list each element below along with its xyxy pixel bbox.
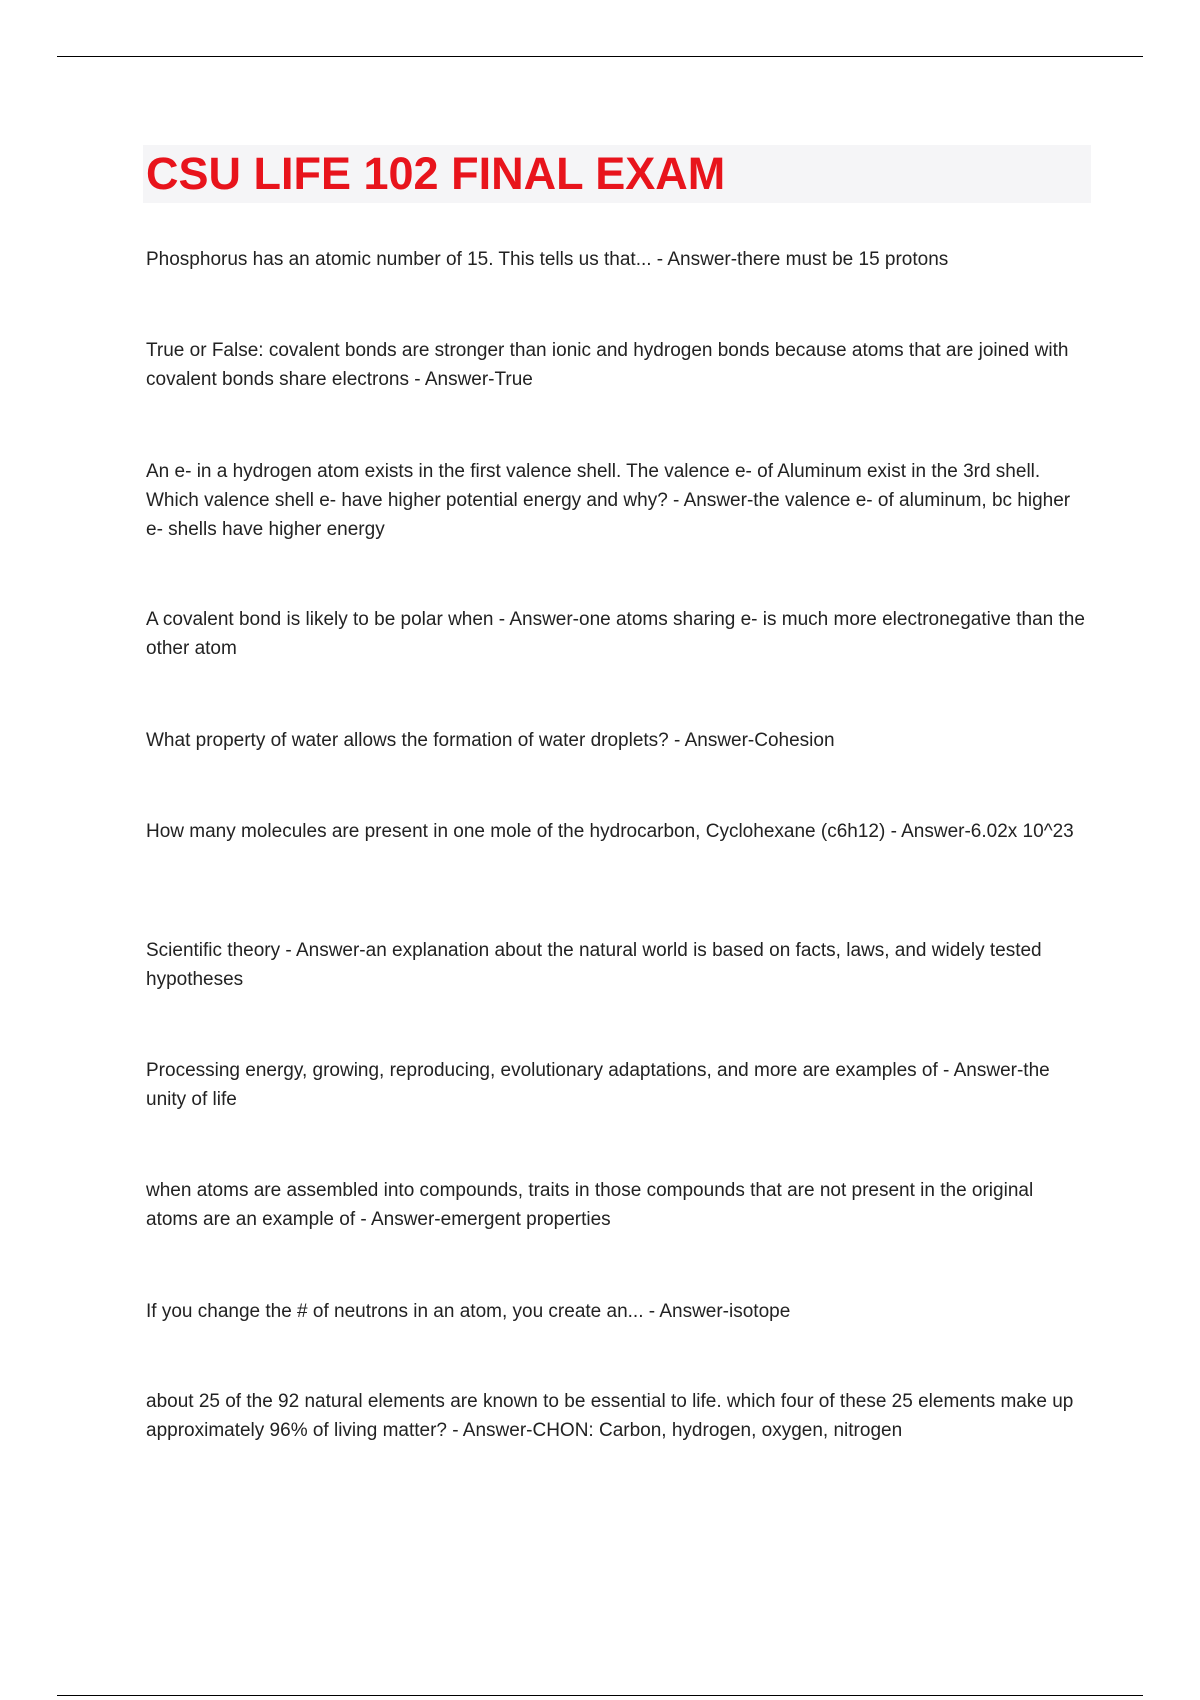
qa-item: when atoms are assembled into compounds, traits in those compounds that are not present in the original atoms are an example of - Answer-emergent properties [146, 1180, 1034, 1230]
qa-item: about 25 of the 92 natural elements are known to be essential to life. which four of these 25 elements make up approximately 96% of living matter? - Answer-CHON: Carbon, hydrogen, oxygen, nitrogen [146, 1391, 1074, 1441]
qa-item: Phosphorus has an atomic number of 15. This tells us that... - Answer-there must be 15 protons [146, 249, 949, 270]
document-title: CSU LIFE 102 FINAL EXAM [146, 148, 726, 199]
qa-item: Processing energy, growing, reproducing, evolutionary adaptations, and more are examples of - Answer-the unity of life [146, 1060, 1050, 1110]
qa-item: What property of water allows the formation of water droplets? - Answer-Cohesion [146, 730, 835, 751]
qa-item: If you change the # of neutrons in an atom, you create an... - Answer-isotope [146, 1301, 791, 1322]
qa-item: True or False: covalent bonds are stronger than ionic and hydrogen bonds because atoms that are joined with covalent bonds share electrons - Answer-True [146, 340, 1069, 390]
page-top-rule [57, 56, 1143, 57]
qa-item: How many molecules are present in one mole of the hydrocarbon, Cyclohexane (c6h12) - Answer-6.02x 10^23 [146, 821, 1074, 842]
page-bottom-rule [57, 1695, 1143, 1696]
qa-item: A covalent bond is likely to be polar when - Answer-one atoms sharing e- is much more electronegative than the other atom [146, 609, 1085, 659]
qa-item: An e- in a hydrogen atom exists in the first valence shell. The valence e- of Aluminum exist in the 3rd shell. Which valence shell e- have higher potential energy and why? - Answer-the valence e- of aluminum, bc higher e- shells have higher energy [146, 461, 1071, 540]
qa-item: Scientific theory - Answer-an explanation about the natural world is based on facts, laws, and widely tested hypotheses [146, 940, 1042, 990]
